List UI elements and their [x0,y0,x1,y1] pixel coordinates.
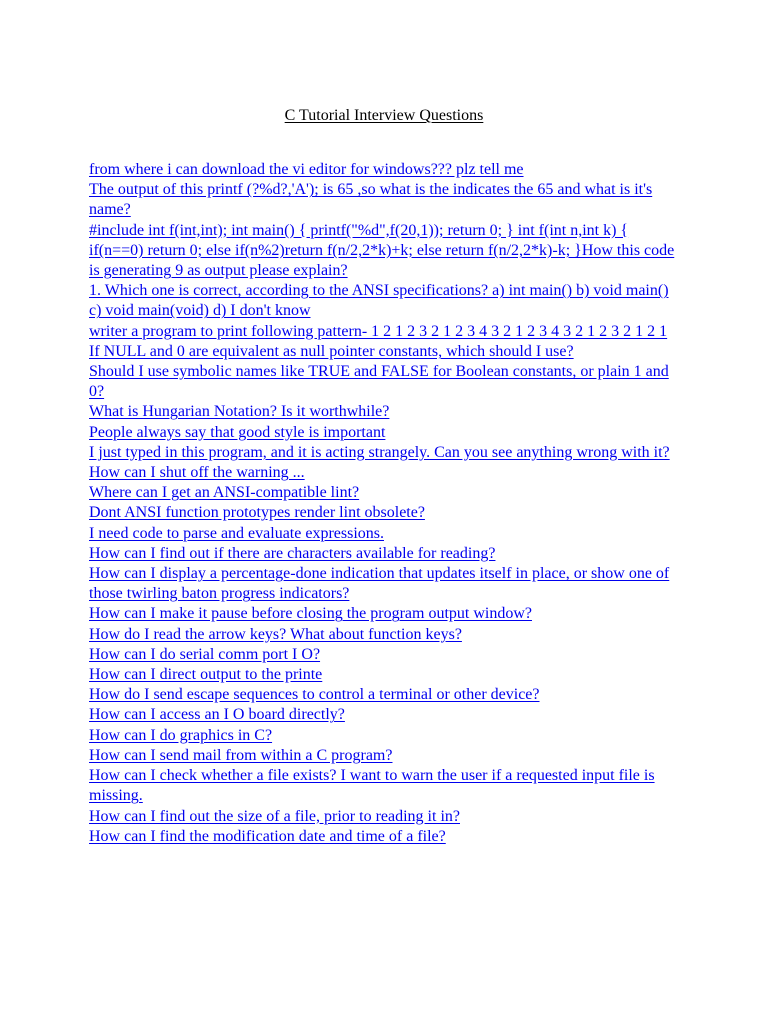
list-item [89,564,679,604]
list-item [89,180,679,220]
list-item [89,342,679,362]
question-link[interactable]: How do I read the arrow keys? What about function keys? [89,625,462,643]
list-item [89,746,679,766]
list-item [89,362,679,402]
question-link[interactable]: from where i can download the vi editor for windows??? plz tell me [89,161,524,178]
list-item [89,503,679,523]
list-item [89,665,679,685]
list-item [89,726,679,746]
question-link[interactable]: 1. Which one is correct, according to the ANSI specifications? a) int main() b) void main() c) void main(void) d) I don't know [89,282,669,320]
list-item [89,443,679,463]
list-item [89,423,679,443]
question-link[interactable]: How can I find out if there are characters available for reading? [89,544,496,562]
list-item [89,544,679,564]
list-item [89,281,679,321]
list-item [89,402,679,422]
question-link[interactable]: How can I send mail from within a C program? [89,746,393,764]
question-link[interactable]: How can I access an I O board directly? [89,706,345,724]
question-link[interactable]: Where can I get an ANSI-compatible lint? [89,484,360,502]
list-item [89,645,679,665]
list-item [89,705,679,725]
question-link[interactable]: How can I shut off the warning ... [89,464,305,482]
question-link[interactable]: How can I make it pause before closing the program output window? [89,605,532,623]
document-title [0,106,768,126]
question-link[interactable]: I just typed in this program, and it is acting strangely. Can you see anything wrong with it? [89,443,670,461]
question-link[interactable]: How can I display a percentage-done indication that updates itself in place, or show one of those twirling baton progress indicators? [89,565,670,603]
question-link[interactable]: How can I direct output to the printe [89,666,323,684]
list-item [89,827,679,847]
question-link[interactable]: What is Hungarian Notation? Is it worthwhile? [89,403,390,421]
question-link[interactable]: I need code to parse and evaluate expressions. [89,524,384,542]
question-link[interactable]: Should I use symbolic names like TRUE and FALSE for Boolean constants, or plain 1 and 0? [89,363,669,401]
list-item [89,685,679,705]
list-item [89,524,679,544]
list-item [89,625,679,645]
list-item [89,221,679,282]
question-link[interactable]: #include int f(int,int); int main() { printf("%d",f(20,1)); return 0; } int f(int n,int k) { if(n==0) return 0; else if(n%2)return f(n/2,2*k)+k; else return f(n/2,2*k)-k; }How this code is generating 9 as output please explain? [89,221,675,280]
question-link[interactable]: If NULL and 0 are equivalent as null pointer constants, which should I use? [89,342,574,360]
document-title-text: C Tutorial Interview Questions [284,107,484,124]
question-link[interactable]: Dont ANSI function prototypes render lint obsolete? [89,504,425,522]
question-link[interactable]: writer a program to print following pattern- 1 2 1 2 3 2 1 2 3 4 3 2 1 2 3 4 3 2 1 2 3 2 1 2 1 [89,322,668,340]
question-link[interactable]: The output of this printf (?%d?,'A'); is 65 ,so what is the indicates the 65 and what is it's name? [89,181,653,219]
question-link[interactable]: How can I do graphics in C? [89,726,273,744]
list-item [89,604,679,624]
list-item [89,322,679,342]
question-link[interactable]: How do I send escape sequences to control a terminal or other device? [89,686,540,704]
list-item [89,483,679,503]
list-item [89,807,679,827]
question-link-list [89,160,679,847]
question-link[interactable]: How can I check whether a file exists? I want to warn the user if a requested input file is missing. [89,767,655,805]
list-item [89,160,679,180]
list-item [89,463,679,483]
question-link[interactable]: People always say that good style is important [89,423,386,441]
question-link[interactable]: How can I do serial comm port I O? [89,645,321,663]
question-link[interactable]: How can I find out the size of a file, prior to reading it in? [89,807,460,825]
list-item [89,766,679,806]
question-link[interactable]: How can I find the modification date and time of a file? [89,827,446,845]
